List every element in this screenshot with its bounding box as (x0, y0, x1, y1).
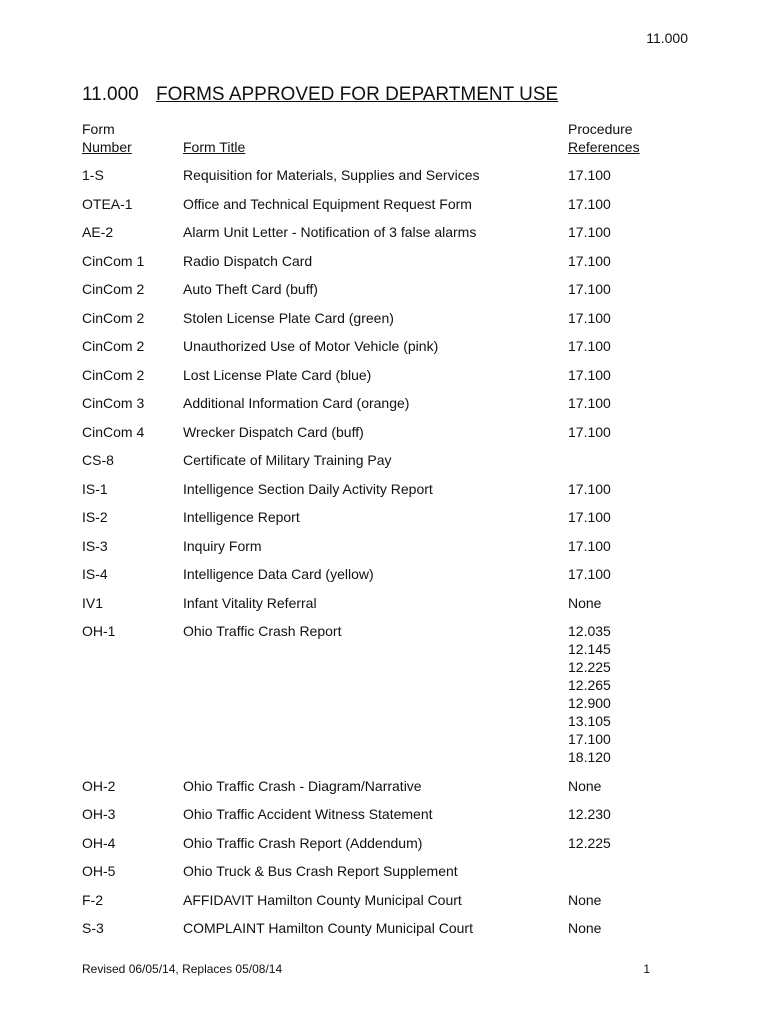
form-number: CinCom 2 (82, 309, 145, 326)
table-row (0, 366, 770, 384)
form-number: OTEA-1 (82, 195, 133, 212)
procedure-reference: 17.100 (568, 537, 611, 554)
form-number: 1-S (82, 167, 104, 183)
title-text: FORMS APPROVED FOR DEPARTMENT USE (155, 84, 559, 105)
procedure-reference: None (568, 891, 602, 908)
column-header-references (568, 120, 640, 156)
table-row (0, 423, 770, 441)
form-number: OH-5 (82, 863, 116, 879)
column-header-ref-line2: References (568, 139, 640, 155)
table-row (0, 891, 770, 909)
procedure-references (568, 451, 770, 469)
form-title: Alarm Unit Letter - Notification of 3 false alarms (183, 224, 477, 240)
form-title: Intelligence Report (183, 509, 300, 525)
table-row (0, 394, 770, 412)
form-title: Certificate of Military Training Pay (183, 452, 392, 468)
form-number: F-2 (82, 891, 103, 908)
table-row (0, 451, 770, 469)
form-number: CinCom 4 (82, 423, 145, 440)
table-row (0, 337, 770, 355)
column-header-number-line2: Number (82, 139, 132, 155)
procedure-reference: None (568, 777, 602, 794)
procedure-references (568, 919, 770, 937)
form-title: Auto Theft Card (buff) (183, 281, 318, 297)
procedure-references (568, 537, 770, 555)
table-row (0, 594, 770, 612)
form-number: CinCom 2 (82, 338, 145, 354)
table-row (0, 565, 770, 583)
procedure-references (568, 508, 770, 526)
procedure-reference: 13.105 (568, 713, 611, 729)
form-number: OH-2 (82, 777, 116, 794)
form-title: Ohio Traffic Accident Witness Statement (183, 806, 433, 822)
table-row (0, 166, 770, 184)
procedure-references (568, 309, 770, 327)
form-number: AE-2 (82, 224, 114, 240)
table-row (0, 537, 770, 555)
procedure-references (568, 195, 770, 213)
footer-page-number: 1 (643, 962, 650, 976)
form-number: CinCom 2 (82, 366, 145, 383)
form-number: OH-3 (82, 806, 116, 822)
form-title: Intelligence Section Daily Activity Report (183, 480, 433, 497)
table-row (0, 280, 770, 298)
procedure-references (568, 777, 770, 795)
procedure-reference: 17.100 (568, 195, 611, 212)
procedure-reference: 18.120 (568, 749, 611, 765)
form-number: IS-3 (82, 537, 108, 554)
procedure-references (568, 834, 770, 852)
form-title: Ohio Traffic Crash Report (Addendum) (183, 834, 423, 851)
procedure-references (568, 280, 770, 298)
form-number: S-3 (82, 920, 104, 936)
form-title: COMPLAINT Hamilton County Municipal Court (183, 920, 473, 936)
column-header-title-text: Form Title (183, 139, 246, 155)
form-title: Ohio Truck & Bus Crash Report Supplement (183, 863, 458, 879)
table-row (0, 777, 770, 795)
procedure-references (568, 423, 770, 441)
table-row (0, 252, 770, 270)
form-title: Ohio Traffic Crash - Diagram/Narrative (183, 777, 422, 794)
procedure-reference: 12.145 (568, 641, 611, 657)
form-title: Inquiry Form (183, 537, 262, 554)
form-number: IV1 (82, 594, 104, 611)
procedure-references (568, 805, 770, 823)
procedure-reference: 12.230 (568, 806, 611, 822)
procedure-reference: 17.100 (568, 366, 611, 383)
form-number: IS-1 (82, 480, 108, 497)
procedure-reference: 12.035 (568, 623, 611, 639)
procedure-references (568, 366, 770, 384)
procedure-references (568, 166, 770, 184)
forms-table (0, 166, 770, 948)
form-title: Lost License Plate Card (blue) (183, 366, 372, 383)
form-number: IS-4 (82, 566, 108, 582)
procedure-reference: 12.225 (568, 659, 611, 675)
procedure-references (568, 622, 770, 766)
procedure-references (568, 480, 770, 498)
table-row (0, 622, 770, 766)
page-title (82, 84, 558, 106)
procedure-reference: 17.100 (568, 395, 611, 411)
procedure-reference: 17.100 (568, 338, 611, 354)
table-row (0, 309, 770, 327)
form-title: Ohio Traffic Crash Report (183, 623, 342, 639)
form-number: CinCom 2 (82, 281, 145, 297)
column-header-number-line1: Form (82, 121, 115, 137)
procedure-reference: 12.265 (568, 677, 611, 693)
form-title: Intelligence Data Card (yellow) (183, 566, 374, 582)
table-row (0, 805, 770, 823)
procedure-reference: 12.900 (568, 695, 611, 711)
form-number: CS-8 (82, 452, 114, 468)
table-row (0, 919, 770, 937)
procedure-reference: None (568, 594, 602, 611)
title-number: 11.000 (82, 84, 139, 105)
table-row (0, 862, 770, 880)
column-header-ref-line1: Procedure (568, 121, 633, 137)
procedure-references (568, 891, 770, 909)
procedure-reference: 17.100 (568, 566, 611, 582)
form-title: Additional Information Card (orange) (183, 395, 410, 411)
form-title: AFFIDAVIT Hamilton County Municipal Court (183, 891, 462, 908)
procedure-reference: 17.100 (568, 224, 611, 240)
form-number: CinCom 1 (82, 252, 145, 269)
procedure-reference: 17.100 (568, 423, 611, 440)
form-number: OH-1 (82, 623, 116, 639)
procedure-reference: 17.100 (568, 480, 611, 497)
procedure-reference: 17.100 (568, 281, 611, 297)
procedure-references (568, 252, 770, 270)
form-number: CinCom 3 (82, 395, 145, 411)
procedure-references (568, 394, 770, 412)
form-title: Infant Vitality Referral (183, 594, 317, 611)
procedure-reference: 17.100 (568, 309, 611, 326)
procedure-references (568, 337, 770, 355)
procedure-references (568, 862, 770, 880)
table-row (0, 834, 770, 852)
procedure-reference: 17.100 (568, 731, 611, 747)
form-number: OH-4 (82, 834, 116, 851)
procedure-references (568, 594, 770, 612)
form-title: Unauthorized Use of Motor Vehicle (pink) (183, 338, 439, 354)
column-header-number (82, 120, 132, 156)
table-row (0, 480, 770, 498)
form-title: Radio Dispatch Card (183, 252, 313, 269)
form-title: Office and Technical Equipment Request Form (183, 195, 472, 212)
footer-revision: Revised 06/05/14, Replaces 05/08/14 (82, 962, 283, 976)
column-header-title (183, 138, 245, 156)
procedure-references (568, 223, 770, 241)
form-number: IS-2 (82, 509, 108, 525)
procedure-reference: 17.100 (568, 252, 611, 269)
procedure-reference: 17.100 (568, 167, 611, 183)
procedure-reference: 17.100 (568, 509, 611, 525)
table-row (0, 223, 770, 241)
procedure-reference: 12.225 (568, 834, 611, 851)
form-title: Wrecker Dispatch Card (buff) (183, 423, 364, 440)
form-title: Stolen License Plate Card (green) (183, 309, 394, 326)
table-row (0, 195, 770, 213)
header-page-code: 11.000 (646, 30, 688, 46)
procedure-reference: None (568, 920, 602, 936)
procedure-references (568, 565, 770, 583)
form-title: Requisition for Materials, Supplies and Services (183, 167, 480, 183)
table-row (0, 508, 770, 526)
